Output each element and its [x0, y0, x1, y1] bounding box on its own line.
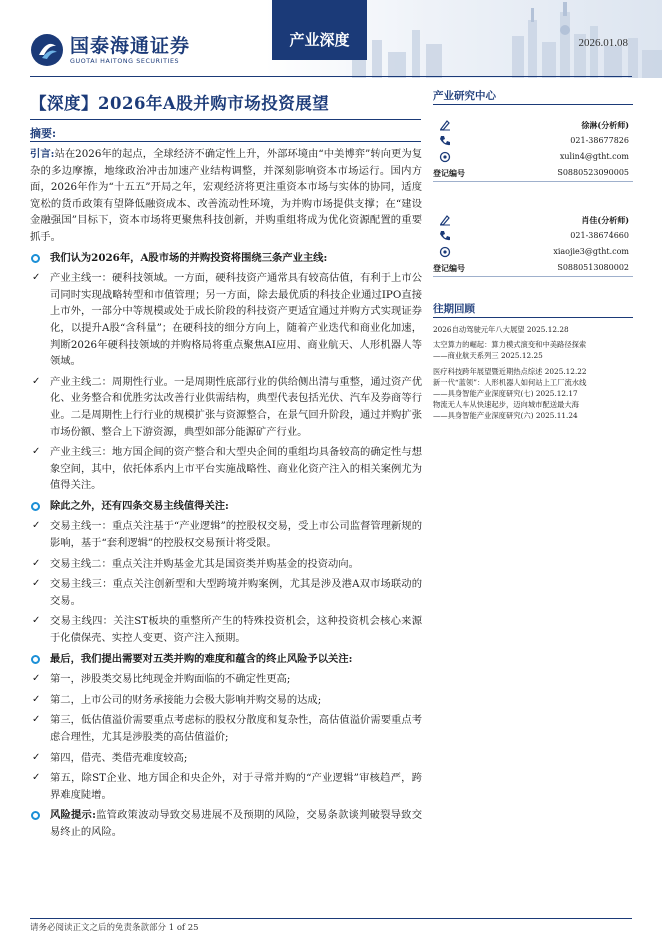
checkmark-icon: ✓ [32, 446, 41, 458]
analyst-divider [433, 276, 633, 277]
checkmark-icon: ✓ [32, 693, 41, 705]
reg-number: S0880513080002 [557, 263, 629, 272]
analyst-phone-row [433, 228, 633, 244]
past-review-item[interactable]: 新一代“蓝领”：人形机器人如何站上工厂流水线 [433, 377, 587, 387]
report-date: 2026.01.08 [578, 37, 628, 49]
intro-paragraph [30, 146, 422, 246]
circle-bullet-icon [31, 811, 40, 820]
past-reviews-list [433, 324, 633, 422]
section-heading: 最后，我们提出需要对五类并购的难度和蕴含的终止风险予以关注: [30, 651, 422, 668]
analyst-name: 徐淋(分析师) [581, 120, 629, 130]
checkmark-icon: ✓ [32, 520, 41, 532]
checkmark-icon: ✓ [32, 578, 41, 590]
past-review-item[interactable]: ——具身智能产业深度研究(六) 2025.11.24 [433, 411, 578, 421]
checkmark-icon: ✓ [32, 751, 41, 763]
list-item: ✓ 交易主线一：重点关注基于“产业逻辑”的控股权交易，受上市公司监督管理新规的影响，基于“套利逻辑”的控股权交易预计将受限。 [32, 520, 422, 550]
circle-bullet-icon [31, 254, 40, 263]
past-review-item[interactable]: 物流无人车从快速起步，迈向城市配送最大海 [433, 400, 579, 410]
analyst-reg-row [433, 260, 633, 276]
analyst-phone-row [433, 133, 633, 149]
report-body [30, 146, 422, 841]
analyst-email-row [433, 149, 633, 165]
analyst-name-row [433, 212, 633, 228]
sidebar-divider [433, 104, 633, 105]
abstract-label: 摘要: [30, 127, 57, 140]
list-item: ✓ 第五，除ST企业、地方国企和央企外，对于寻常并购的“产业逻辑”审核趋严，跨界难度陡增。 [32, 772, 422, 801]
analyst-name: 肖佳(分析师) [581, 215, 629, 225]
risk-text: 监管政策波动导致交易进展不及预期的风险，交易条款谈判破裂导致交易终止的风险。 [50, 809, 422, 838]
past-review-item[interactable]: ——具身智能产业深度研究(七) 2025.12.17 [433, 389, 578, 399]
checkmark-icon: ✓ [32, 673, 41, 685]
list-item: ✓ 第四，借壳、类借壳难度较高; [30, 750, 422, 767]
phone-icon [439, 230, 451, 242]
past-review-item[interactable]: 太空算力的崛起：算力模式演变和中美路径探索 [433, 340, 587, 350]
pen-icon [439, 214, 451, 226]
page-header [0, 0, 662, 78]
list-item: ✓ 第三，低估值溢价需要重点考虑标的股权分散度和复杂性，高估值溢价需要重点考虑合理性，尤其是涉股类的高估值溢价; [32, 714, 422, 743]
risk-warning [30, 807, 422, 840]
list-item: ✓ 产业主线一：硬科技领域。一方面，硬科技资产通常具有较高估值，有利于上市公司同时实现战略转型和市值管理；另一方面，除去最优质的科技企业通过IPO直接上市外，一部分中等规模或处于成长阶段的科技资产更适宜通过并购方式实现证券化，以提升A股“含科量”；在硬科技的细分方向上，随着产业迭代和商业化加速，判断2026年硬科技领域的并购格局将重点聚焦AI应用、商业航天、人形机器人等领域。 [32, 272, 422, 368]
section-heading: 我们认为2026年，A股市场的并购投资将围绕三条产业主线: [30, 250, 422, 267]
brand-name-en: GUOTAI HAITONG SECURITIES [70, 57, 180, 65]
checkmark-icon: ✓ [32, 557, 41, 569]
title-divider [30, 119, 421, 120]
pen-icon [439, 119, 451, 131]
report-title: 【深度】2026年A股并购市场投资展望 [30, 94, 330, 113]
analyst-name-row [433, 117, 633, 133]
analyst-divider [433, 181, 633, 182]
checkmark-icon: ✓ [32, 714, 41, 726]
circle-bullet-icon [31, 655, 40, 664]
footer-divider [30, 918, 632, 919]
reg-label: 登记编号 [433, 168, 465, 178]
logo-emblem-icon [30, 33, 64, 67]
analyst-email-row [433, 244, 633, 260]
checkmark-icon: ✓ [32, 772, 41, 784]
checkmark-icon: ✓ [32, 272, 41, 284]
list-item: ✓ 交易主线三：重点关注创新型和大型跨境并购案例，尤其是涉及港A双市场联动的交易。 [32, 578, 422, 607]
analyst-email[interactable]: xiaojie3@gtht.com [553, 247, 629, 256]
checkmark-icon: ✓ [32, 375, 41, 387]
phone-icon [439, 135, 451, 147]
analyst-phone: 021-38677826 [570, 136, 629, 145]
analyst-phone: 021-38674660 [570, 231, 629, 240]
list-item: ✓ 第一，涉股类交易比纯现金并购面临的不确定性更高; [30, 671, 422, 688]
sidebar [433, 88, 633, 422]
email-icon [439, 151, 451, 163]
list-item: ✓ 产业主线二：周期性行业。一是周期性底部行业的供给侧出清与重整，通过资产优化、业务整合和优胜劣汰改善行业供需结构，典型代表包括光伏、汽车及券商等行业。二是周期性上行行业的规模扩张与资源整合，在景气回升阶段，通过并购扩张市场份额、整合上下游资源，典型如部分能源矿产行业。 [32, 375, 422, 438]
footer-disclaimer: 请务必阅读正文之后的免责条款部分 1 of 25 [30, 923, 199, 933]
circle-bullet-icon [31, 502, 40, 511]
list-item: ✓ 交易主线二：重点关注并购基金尤其是国资类并购基金的投资动向。 [30, 556, 422, 573]
past-review-item[interactable]: 2026自动驾驶元年八大展望 2025.12.28 [433, 325, 569, 334]
intro-label: 引言: [30, 148, 55, 160]
brand-name-cn: 国泰海通证券 [70, 34, 191, 57]
past-review-item[interactable]: 医疗科技跨年展望暨近期热点综述 2025.12.22 [433, 366, 587, 376]
risk-label: 风险提示: [50, 809, 96, 822]
header-divider [30, 76, 632, 77]
analyst-reg-row [433, 165, 633, 181]
list-item: ✓ 交易主线四：关注ST板块的重整所产生的特殊投资机会，这种投资机会核心来源于化债保壳、实控人变更、资产注入预期。 [32, 615, 422, 645]
checkmark-icon: ✓ [32, 615, 41, 627]
list-item: ✓ 第二，上市公司的财务承接能力会极大影响并购交易的达成; [30, 692, 422, 709]
email-icon [439, 246, 451, 258]
abstract-divider [30, 141, 421, 142]
company-logo [30, 33, 190, 67]
list-item: ✓ 产业主线三：地方国企间的资产整合和大型央企间的重组均具备较高的确定性与想象空间，其中，依托体系内上市平台实施战略性、商业化资产注入的相关案例尤为值得关注。 [32, 446, 422, 492]
report-type-tag: 产业深度 [272, 0, 367, 60]
past-review-item[interactable]: ——商业航天系列三 2025.12.25 [433, 351, 543, 361]
reg-number: S0880523090005 [557, 168, 629, 177]
intro-text: 站在2026年的起点，全球经济不确定性上升，外部环境由“中美博弈”转向更为复杂的多边摩擦，地缘政治冲击加速产业结构调整，并深刻影响资本市场运行。国内方面，2026年作为“十五五”开局之年，宏观经济将更注重资本市场与实体的协同，适度宽松的货币政策有望降低融资成本、改善流动性环境，为并购市场提供支撑；在“建设金融强国”目标下，资本市场将更聚焦科技创新，并购重组将成为优化资源配置的重要抓手。 [30, 148, 422, 243]
section-heading: 除此之外，还有四条交易主线值得关注: [30, 498, 422, 515]
reg-label: 登记编号 [433, 263, 465, 273]
past-reviews-title: 往期回顾 [433, 303, 475, 315]
sidebar-divider [433, 317, 633, 318]
analyst-email[interactable]: xulin4@gtht.com [559, 152, 629, 161]
research-center-title: 产业研究中心 [433, 90, 496, 102]
